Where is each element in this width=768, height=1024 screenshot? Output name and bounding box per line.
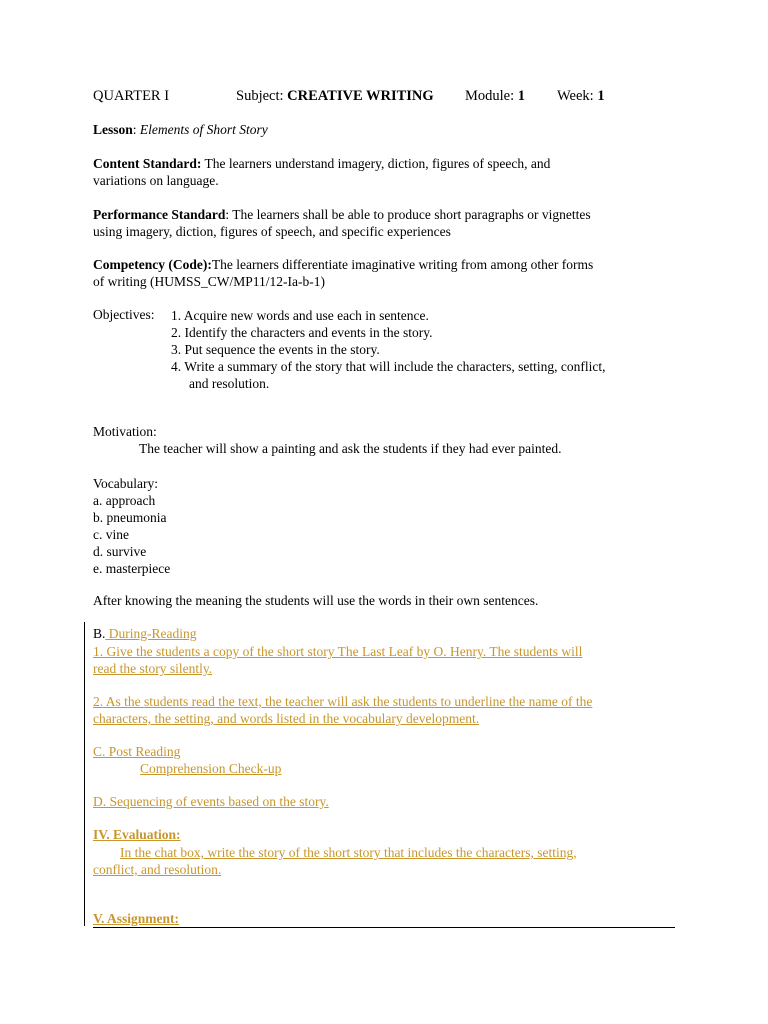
performance-standard-text-cont: using imagery, diction, figures of speech, and specific experiences bbox=[93, 224, 451, 239]
objective-item-cont: and resolution. bbox=[189, 376, 270, 391]
objectives-list bbox=[171, 307, 605, 392]
content-standard bbox=[93, 155, 550, 189]
objective-item: 2. Identify the characters and events in the story. bbox=[171, 325, 433, 340]
lesson-sep: : bbox=[132, 122, 140, 137]
module-value: 1 bbox=[517, 88, 526, 104]
week-field bbox=[557, 88, 605, 105]
during-reading-title: During-Reading bbox=[105, 626, 197, 641]
competency-text-cont: of writing (HUMSS_CW/MP11/12-Ia-b-1) bbox=[93, 274, 325, 289]
vocabulary-item: d. survive bbox=[93, 544, 147, 559]
subject-label: Subject: bbox=[236, 88, 288, 104]
bottom-rule bbox=[93, 927, 675, 928]
during-reading-step-2-line: characters, the setting, and words listed in the vocabulary development. bbox=[93, 711, 480, 726]
performance-standard bbox=[93, 206, 591, 240]
content-standard-text-cont: variations on language. bbox=[93, 173, 219, 188]
content-standard-text: The learners understand imagery, diction, figures of speech, and bbox=[201, 156, 551, 171]
vocabulary-label: Vocabulary: bbox=[93, 476, 158, 491]
module-field bbox=[465, 88, 525, 105]
lesson-label: Lesson bbox=[93, 122, 133, 137]
subject-field bbox=[236, 88, 434, 105]
change-bar bbox=[84, 622, 85, 926]
vocabulary bbox=[93, 475, 170, 577]
post-reading-title: C. Post Reading bbox=[93, 744, 181, 759]
objective-item: 3. Put sequence the events in the story. bbox=[171, 342, 380, 357]
objectives-label: Objectives: bbox=[93, 307, 155, 322]
lesson-value: Elements of Short Story bbox=[139, 122, 268, 137]
subject-value: CREATIVE WRITING bbox=[287, 88, 434, 104]
objective-item: 4. Write a summary of the story that will include the characters, setting, conflict, bbox=[171, 359, 606, 374]
sequencing-heading: D. Sequencing of events based on the story. bbox=[93, 794, 329, 809]
competency-label: Competency (Code): bbox=[93, 257, 212, 272]
vocabulary-item: e. masterpiece bbox=[93, 561, 171, 576]
week-label: Week: bbox=[557, 88, 598, 104]
evaluation-text-line: In the chat box, write the story of the short story that includes the characters, setting, bbox=[120, 845, 577, 860]
assignment-heading: V. Assignment: bbox=[93, 911, 180, 926]
during-reading-step-1 bbox=[93, 643, 582, 677]
competency bbox=[93, 256, 593, 290]
quarter-heading: QUARTER I bbox=[93, 88, 170, 104]
performance-standard-label: Performance Standard bbox=[93, 207, 226, 222]
week-value: 1 bbox=[597, 88, 605, 104]
motivation-label: Motivation: bbox=[93, 424, 157, 439]
during-reading-step-2 bbox=[93, 693, 592, 727]
performance-standard-text: : The learners shall be able to produce short paragraphs or vignettes bbox=[225, 207, 591, 222]
during-reading-step-1-line: read the story silently. bbox=[93, 661, 213, 676]
lesson-line bbox=[93, 122, 268, 138]
vocabulary-item: a. approach bbox=[93, 493, 156, 508]
during-reading-heading bbox=[93, 626, 197, 642]
post-reading-subtitle: Comprehension Check-up bbox=[140, 761, 282, 776]
vocabulary-item: b. pneumonia bbox=[93, 510, 167, 525]
evaluation-text bbox=[93, 844, 577, 878]
evaluation-heading: IV. Evaluation: bbox=[93, 827, 181, 842]
evaluation-text-line: conflict, and resolution. bbox=[93, 862, 222, 877]
content-standard-label: Content Standard: bbox=[93, 156, 202, 171]
during-reading-step-1-line: 1. Give the students a copy of the short story The Last Leaf by O. Henry. The students will bbox=[93, 644, 583, 659]
motivation-text: The teacher will show a painting and ask the students if they had ever painted. bbox=[139, 441, 562, 456]
during-reading-step-2-line: 2. As the students read the text, the teacher will ask the students to underline the name of the bbox=[93, 694, 593, 709]
competency-text: The learners differentiate imaginative writing from among other forms bbox=[211, 257, 594, 272]
module-label: Module: bbox=[465, 88, 518, 104]
during-reading-prefix: B. bbox=[93, 626, 106, 641]
vocabulary-item: c. vine bbox=[93, 527, 129, 542]
objective-item: 1. Acquire new words and use each in sentence. bbox=[171, 308, 429, 323]
after-vocab-text: After knowing the meaning the students will use the words in their own sentences. bbox=[93, 593, 539, 608]
